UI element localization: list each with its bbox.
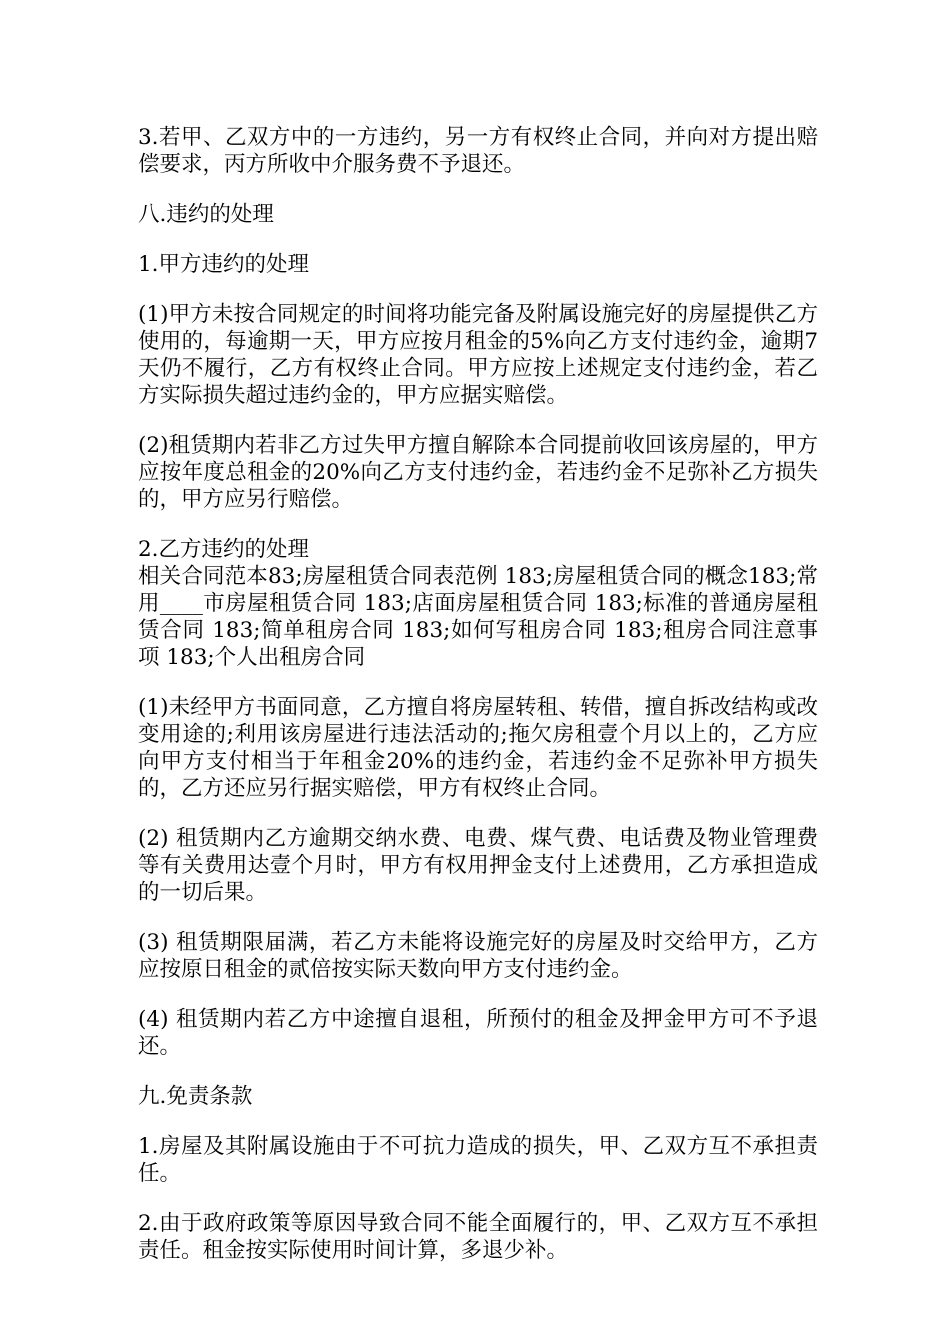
clause-7-3-paragraph: 3.若甲、乙双方中的一方违约，另一方有权终止合同，并向对方提出赔偿要求，丙方所收中介服务费不予退还。 [138,125,818,177]
clause-8-2-4-paragraph: (4) 租赁期内若乙方中途擅自退租，所预付的租金及押金甲方可不予退还。 [138,1007,818,1059]
subsection-8-2-heading: 2.乙方违约的处理 [138,537,310,562]
clause-8-1-1-paragraph: (1)甲方未按合同规定的时间将功能完备及附属设施完好的房屋提供乙方使用的，每逾期一天，甲方应按月租金的5%向乙方支付违约金，逾期7天仍不履行，乙方有权终止合同。甲方应按上述规定支付违约金，若乙方实际损失超过违约金的，甲方应据实赔偿。 [138,302,818,408]
clause-8-2-2-paragraph: (2) 租赁期内乙方逾期交纳水费、电费、煤气费、电话费及物业管理费等有关费用达壹个月时，甲方有权用押金支付上述费用，乙方承担造成的一切后果。 [138,826,818,905]
clause-9-2-paragraph: 2.由于政府政策等原因导致合同不能全面履行的，甲、乙双方互不承担责任。租金按实际使用时间计算，多退少补。 [138,1211,818,1263]
clause-8-2-1-paragraph: (1)未经甲方书面同意，乙方擅自将房屋转租、转借，擅自拆改结构或改变用途的;利用该房屋进行违法活动的;拖欠房租壹个月以上的，乙方应向甲方支付相当于年租金20%的违约金，若违约金不足弥补甲方损失的，乙方还应另行据实赔偿，甲方有权终止合同。 [138,695,818,801]
document-page [138,124,818,1287]
section-8-heading: 八.违约的处理 [138,202,274,227]
section-9-heading: 九.免责条款 [138,1084,253,1109]
clause-8-2-3-paragraph: (3) 租赁期限届满，若乙方未能将设施完好的房屋及时交给甲方，乙方应按原日租金的贰倍按实际天数向甲方支付违约金。 [138,930,818,982]
clause-9-1-paragraph: 1.房屋及其附属设施由于不可抗力造成的损失，甲、乙双方互不承担责任。 [138,1134,818,1186]
related-templates-paragraph: 相关合同范本83;房屋租赁合同表范例 183;房屋租赁合同的概念183;常用____市房屋租赁合同 183;店面房屋租赁合同 183;标准的普通房屋租赁合同 183;简单租房合同 183;如何写租房合同 183;租房合同注意事项 183;个人出租房合同 [138,564,818,670]
clause-8-1-2-paragraph: (2)租赁期内若非乙方过失甲方擅自解除本合同提前收回该房屋的，甲方应按年度总租金的20%向乙方支付违约金，若违约金不足弥补乙方损失的，甲方应另行赔偿。 [138,433,818,512]
subsection-8-1-heading: 1.甲方违约的处理 [138,252,310,277]
